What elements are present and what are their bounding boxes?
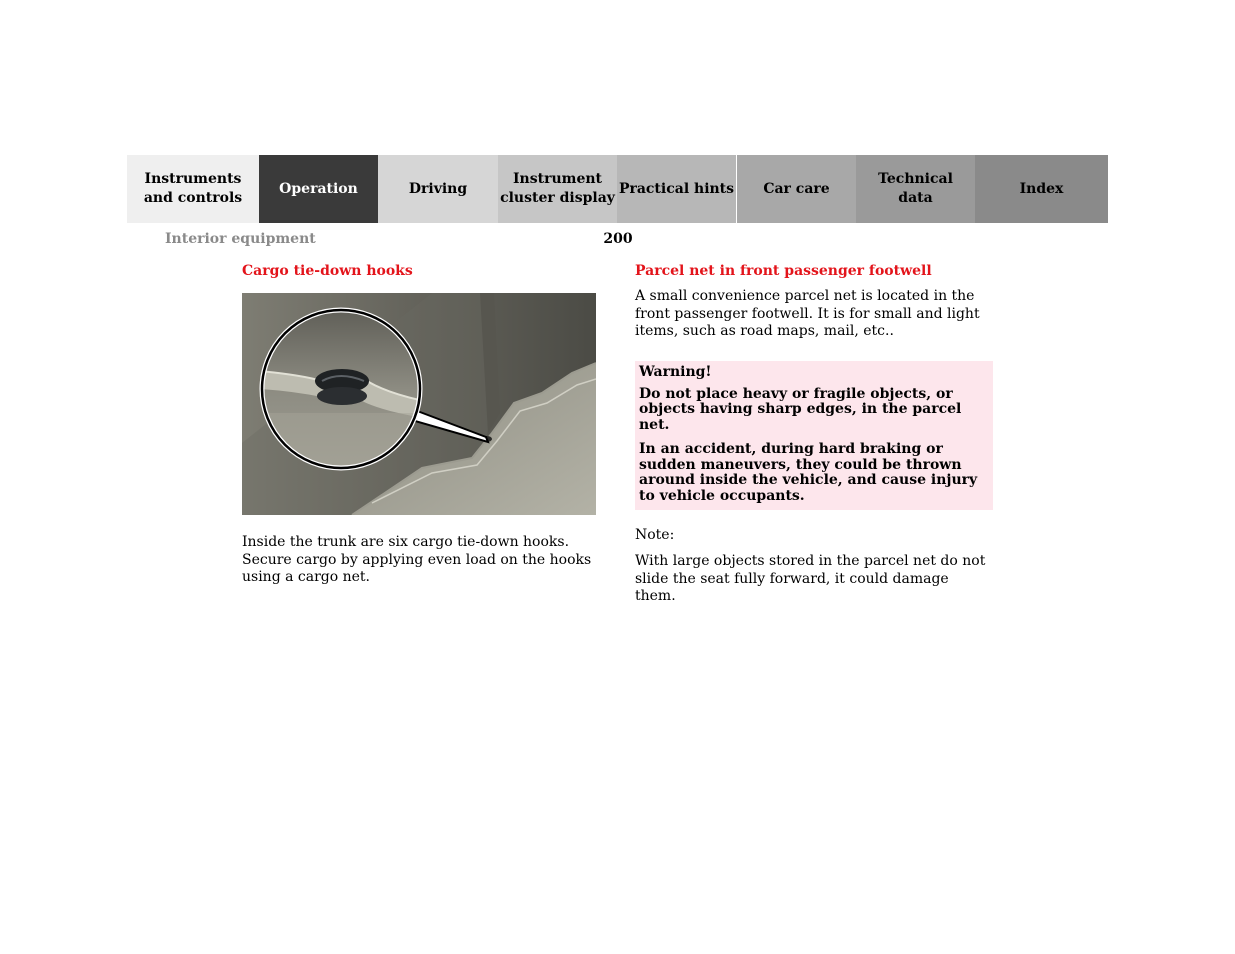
warning-title: Warning! [639, 363, 712, 380]
tab-driving[interactable]: Driving [378, 155, 498, 223]
tab-practical-hints[interactable]: Practical hints [617, 155, 737, 223]
note-label: Note: [635, 527, 675, 543]
left-column [242, 262, 602, 587]
warning-paragraph: Do not place heavy or fragile objects, or objects having sharp edges, in the parcel net. [639, 385, 962, 433]
tab-instruments-and-controls[interactable]: Instruments and controls [127, 155, 259, 223]
warning-paragraph: In an accident, during hard braking or sudden maneuvers, they could be thrown around inside the vehicle, and cause injury to vehicle occupants. [639, 441, 978, 504]
tab-car-care[interactable]: Car care [737, 155, 856, 223]
section-title: Interior equipment [165, 231, 316, 247]
chapter-tabs [127, 155, 1108, 223]
warning-box [635, 361, 993, 511]
cargo-hooks-text: Inside the trunk are six cargo tie-down hooks. Secure cargo by applying even load on the hooks using a cargo net. [242, 534, 592, 585]
cargo-hook-illustration [242, 293, 596, 515]
tab-index[interactable]: Index [975, 155, 1108, 223]
tab-technical-data[interactable]: Technical data [856, 155, 975, 223]
parcel-net-intro: A small convenience parcel net is located in the front passenger footwell. It is for small and light items, such as road maps, mail, etc.. [635, 288, 980, 339]
parcel-net-heading: Parcel net in front passenger footwell [635, 263, 932, 279]
note-text: With large objects stored in the parcel net do not slide the seat fully forward, it could damage them. [635, 553, 986, 604]
cargo-hooks-heading: Cargo tie-down hooks [242, 263, 413, 279]
page-number: 200 [603, 231, 633, 247]
right-column [635, 262, 993, 606]
tab-instrument-cluster-display[interactable]: Instrument cluster display [498, 155, 617, 223]
tab-operation[interactable]: Operation [259, 155, 378, 223]
